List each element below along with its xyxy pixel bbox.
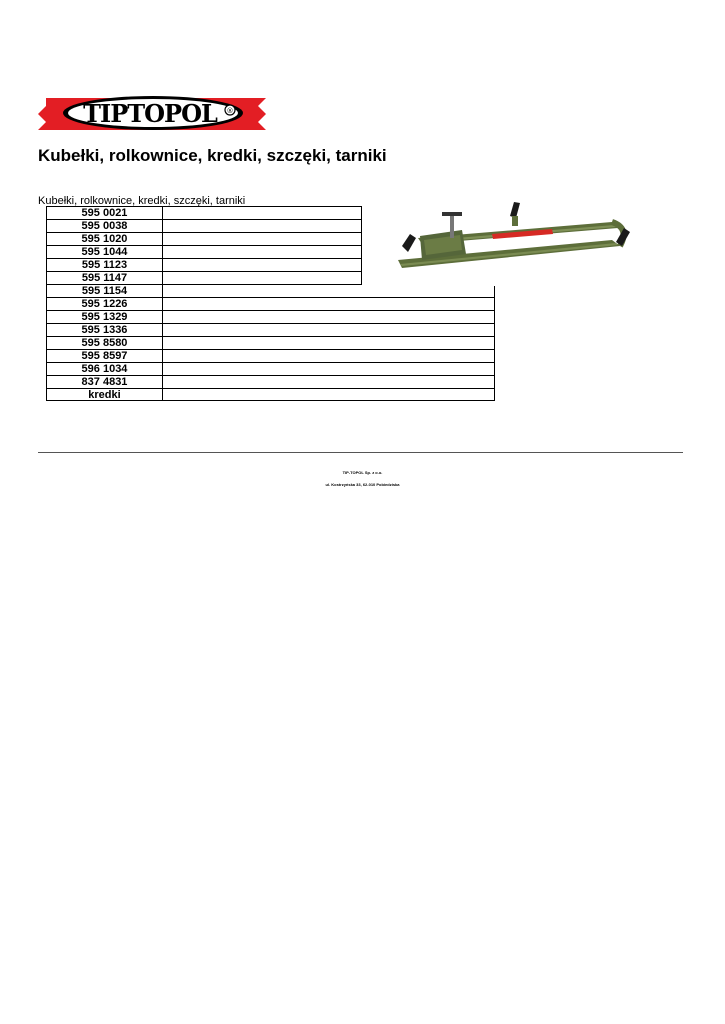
page-title: Kubełki, rolkownice, kredki, szczęki, tarniki <box>38 146 387 165</box>
product-code-cell: 595 1226 <box>46 297 163 310</box>
product-description-cell <box>163 388 495 401</box>
registered-mark: ® <box>226 107 234 115</box>
product-code-cell: 595 1336 <box>46 323 163 336</box>
product-code-cell: 596 1034 <box>46 362 163 375</box>
tiptopol-logo <box>38 92 270 134</box>
product-description-cell <box>163 206 362 219</box>
product-description-cell <box>163 232 362 245</box>
product-description-cell <box>163 258 362 271</box>
footer-company: TIP-TOPOL Sp. z o.o. <box>342 470 383 475</box>
footer-divider <box>38 452 683 453</box>
product-description-cell <box>163 349 495 362</box>
product-code-cell: 595 8580 <box>46 336 163 349</box>
product-code-cell: 595 1329 <box>46 310 163 323</box>
product-code-cell: 595 1123 <box>46 258 163 271</box>
product-description-cell <box>163 271 362 284</box>
logo-text: TIPTOPOL <box>83 99 217 128</box>
product-description-cell <box>163 336 495 349</box>
footer-address: ul. Kostrzyńska 33, 62-010 Pobiedziska <box>325 482 400 487</box>
pipe-bender-tool-icon <box>362 198 634 286</box>
product-code-cell: kredki <box>46 388 163 401</box>
product-code-cell: 837 4831 <box>46 375 163 388</box>
product-description-cell <box>163 375 495 388</box>
product-description-cell <box>163 323 495 336</box>
product-code-cell: 595 8597 <box>46 349 163 362</box>
product-description-cell <box>163 310 495 323</box>
product-code-column <box>46 206 163 401</box>
product-description-cell <box>163 245 362 258</box>
product-code-cell: 595 1020 <box>46 232 163 245</box>
product-code-cell: 595 1044 <box>46 245 163 258</box>
product-code-cell: 595 0038 <box>46 219 163 232</box>
product-description-cell <box>163 219 362 232</box>
product-code-cell: 595 1154 <box>46 284 163 297</box>
product-code-cell: 595 0021 <box>46 206 163 219</box>
product-description-cell <box>163 362 495 375</box>
section-caption: Kubełki, rolkownice, kredki, szczęki, tarniki <box>38 195 246 207</box>
product-code-cell: 595 1147 <box>46 271 163 284</box>
product-description-cell <box>163 297 495 310</box>
